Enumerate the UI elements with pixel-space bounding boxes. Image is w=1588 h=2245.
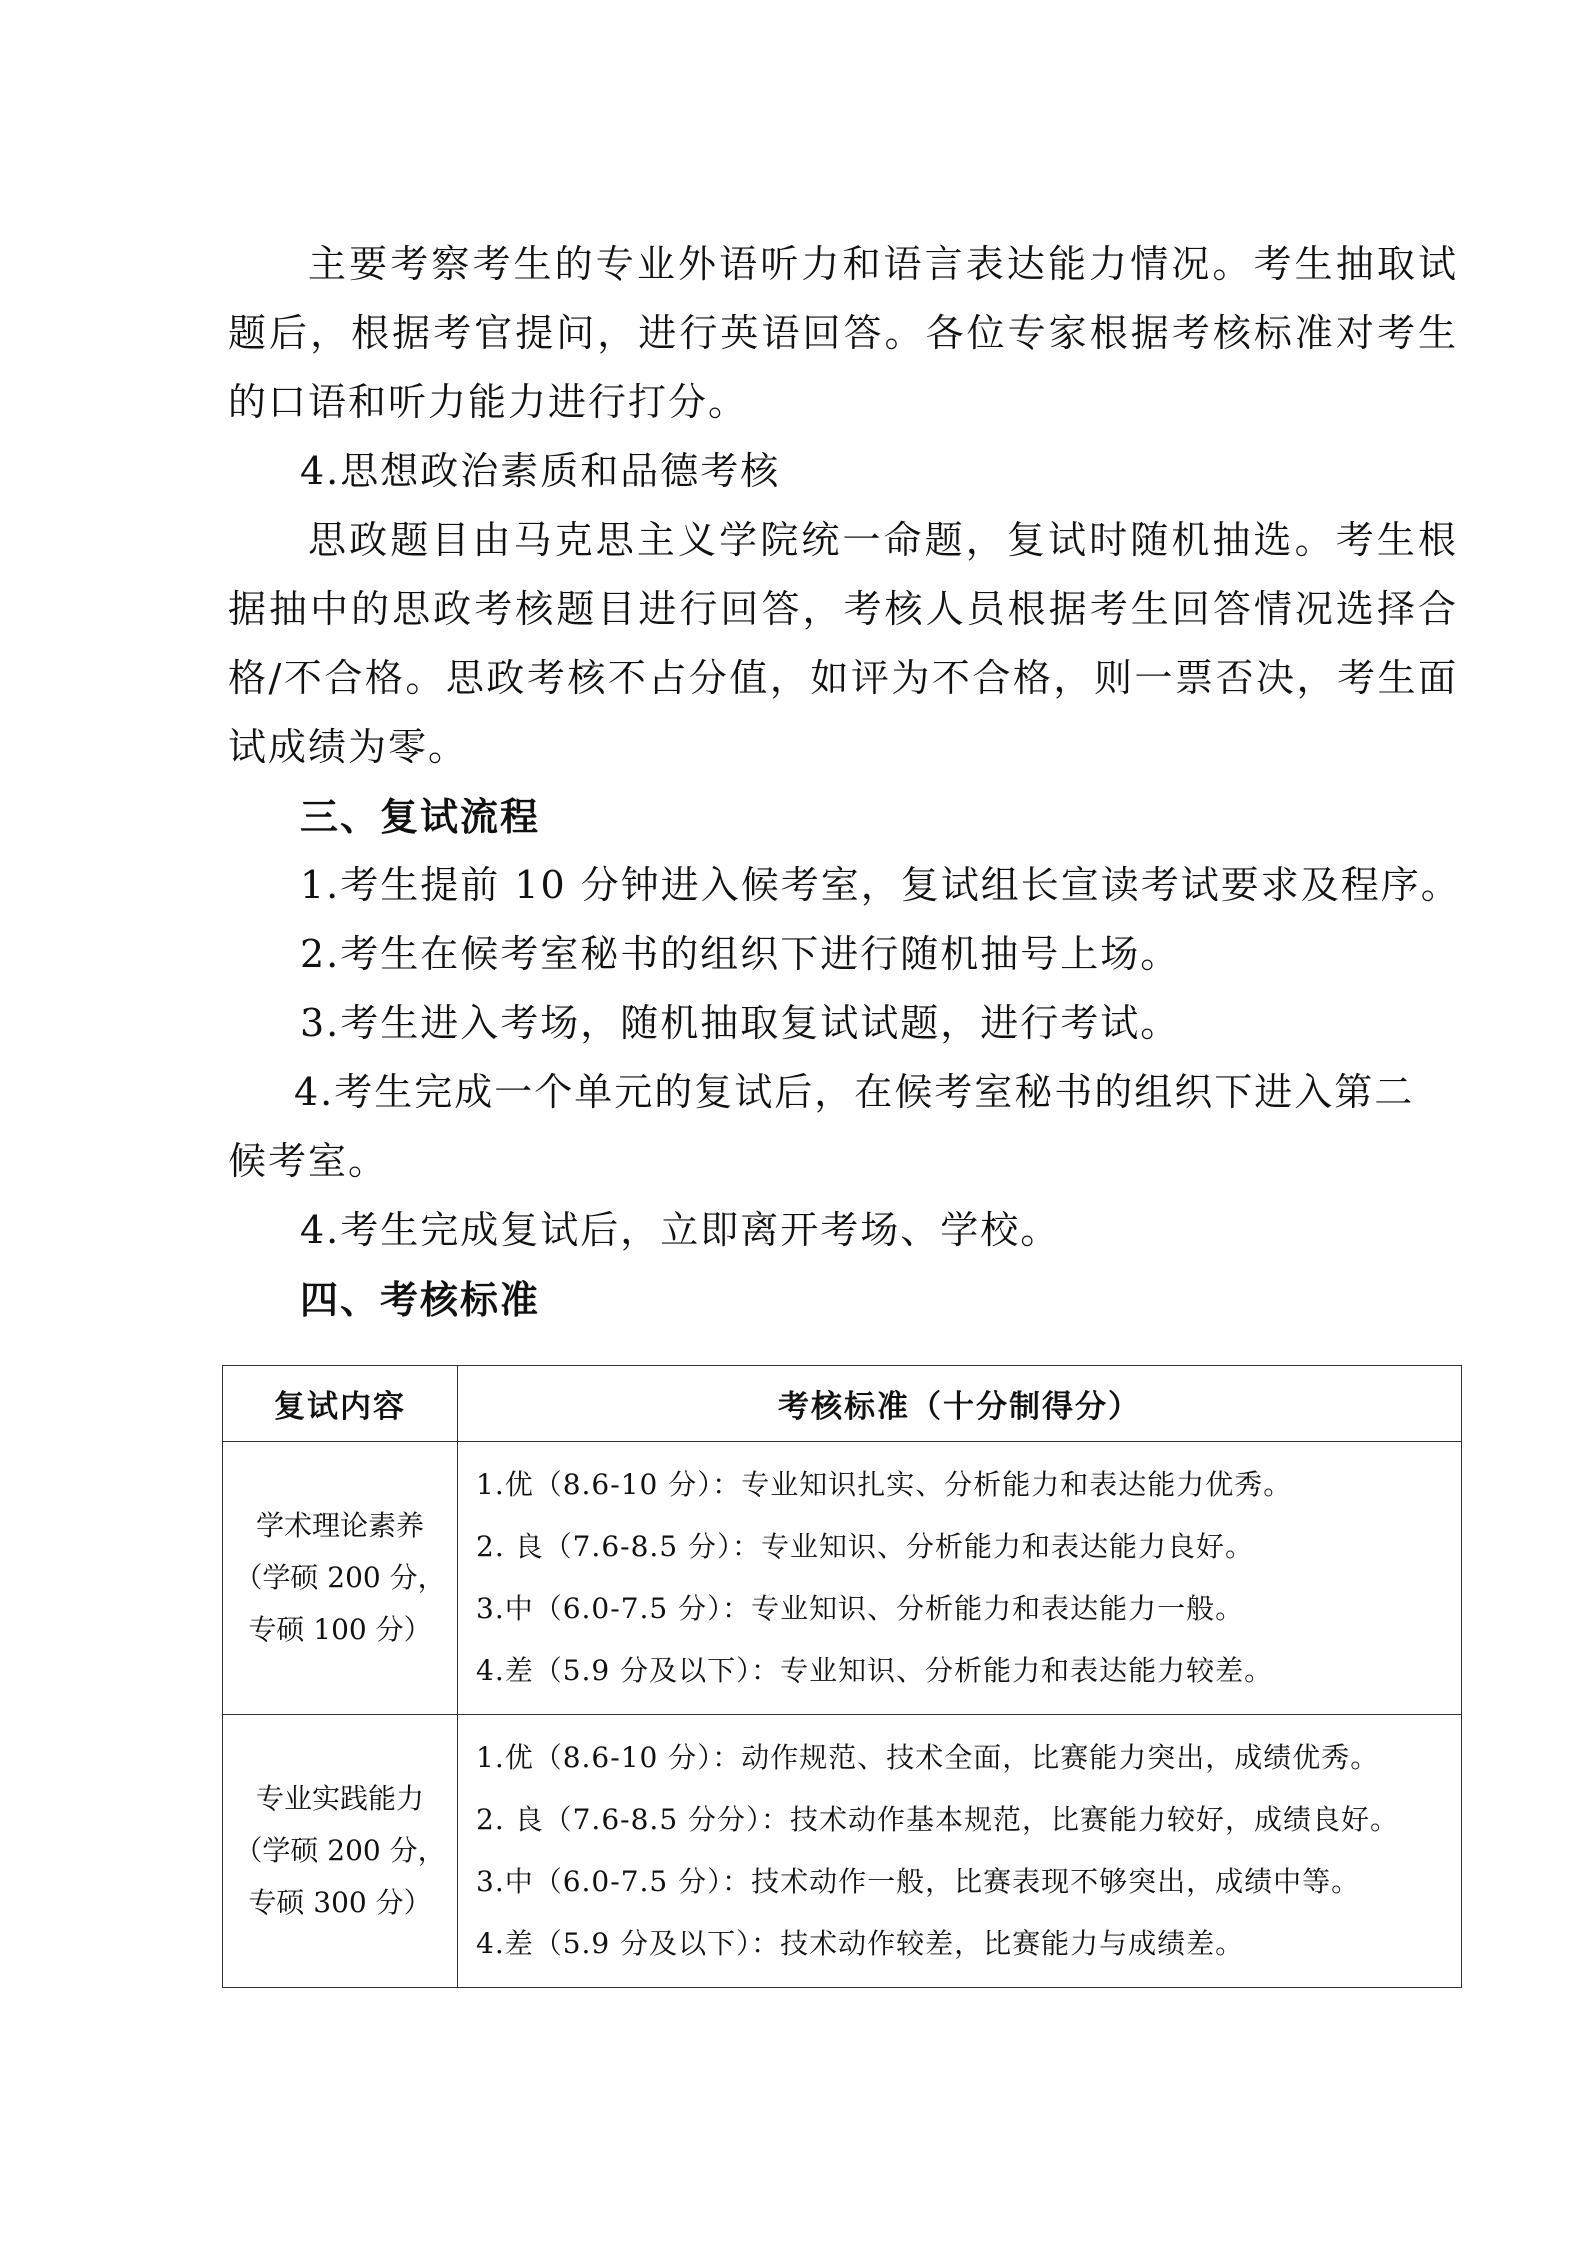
process-step-4: 4.考生完成一个单元的复试后，在候考室秘书的组织下进入第二 xyxy=(294,1070,1415,1114)
table-row xyxy=(223,1442,1462,1715)
section-4-heading: 四、考核标准 xyxy=(300,1277,541,1322)
content-line: 学术理论素养 xyxy=(255,1509,424,1542)
paragraph-political-exam: 思政题目由马克思主义学院统一命题，复试时随机抽选。考生根据抽中的思政考核题目进行回答，考核人员根据考生回答情况选择合格/不合格。思政考核不占分值，如评为不合格，则一票否决，考生面试成绩为零。 xyxy=(228,518,1458,769)
criteria-line: 2. 良（7.6-8.5 分）：专业知识、分析能力和表达能力良好。 xyxy=(476,1530,1255,1563)
criteria-line: 1.优（8.6-10 分）：动作规范、技术全面，比赛能力突出，成绩优秀。 xyxy=(476,1741,1380,1774)
row-criteria-academic xyxy=(458,1442,1462,1715)
content-line: （学硕 200 分， xyxy=(234,1561,446,1594)
criteria-line: 3.中（6.0-7.5 分）：专业知识、分析能力和表达能力一般。 xyxy=(476,1592,1245,1625)
row-content-practice xyxy=(223,1715,458,1988)
criteria-table xyxy=(222,1365,1462,1988)
section-3-heading: 三、复试流程 xyxy=(300,794,541,839)
content-line: 专硕 100 分） xyxy=(248,1613,432,1646)
table-header-row xyxy=(223,1366,1462,1442)
table-row xyxy=(223,1715,1462,1988)
row-content-academic xyxy=(223,1442,458,1715)
item-4-title: 4.思想政治素质和品德考核 xyxy=(300,449,781,493)
row-criteria-practice xyxy=(458,1715,1462,1988)
criteria-line: 4.差（5.9 分及以下）：技术动作较差，比赛能力与成绩差。 xyxy=(476,1927,1245,1960)
paragraph-oral-exam: 主要考察考生的专业外语听力和语言表达能力情况。考生抽取试题后，根据考官提问，进行英语回答。各位专家根据考核标准对考生的口语和听力能力进行打分。 xyxy=(228,242,1458,424)
header-content: 复试内容 xyxy=(223,1366,458,1442)
process-step-4-cont: 候考室。 xyxy=(228,1139,389,1183)
process-step-1: 1.考生提前 10 分钟进入候考室，复试组长宣读考试要求及程序。 xyxy=(300,863,1461,907)
criteria-line: 3.中（6.0-7.5 分）：技术动作一般，比赛表现不够突出，成绩中等。 xyxy=(476,1865,1361,1898)
content-line: 专硕 300 分） xyxy=(248,1886,432,1919)
criteria-line: 2. 良（7.6-8.5 分分）：技术动作基本规范，比赛能力较好，成绩良好。 xyxy=(476,1803,1400,1836)
criteria-line: 1.优（8.6-10 分）：专业知识扎实、分析能力和表达能力优秀。 xyxy=(476,1468,1293,1501)
criteria-line: 4.差（5.9 分及以下）：专业知识、分析能力和表达能力较差。 xyxy=(476,1654,1274,1687)
content-line: （学硕 200 分， xyxy=(234,1834,446,1867)
process-step-2: 2.考生在候考室秘书的组织下进行随机抽号上场。 xyxy=(300,932,1181,976)
header-criteria: 考核标准（十分制得分） xyxy=(458,1366,1462,1442)
process-step-3: 3.考生进入考场，随机抽取复试试题，进行考试。 xyxy=(300,1001,1181,1045)
content-line: 专业实践能力 xyxy=(255,1782,424,1815)
process-step-5: 4.考生完成复试后，立即离开考场、学校。 xyxy=(300,1208,1061,1252)
